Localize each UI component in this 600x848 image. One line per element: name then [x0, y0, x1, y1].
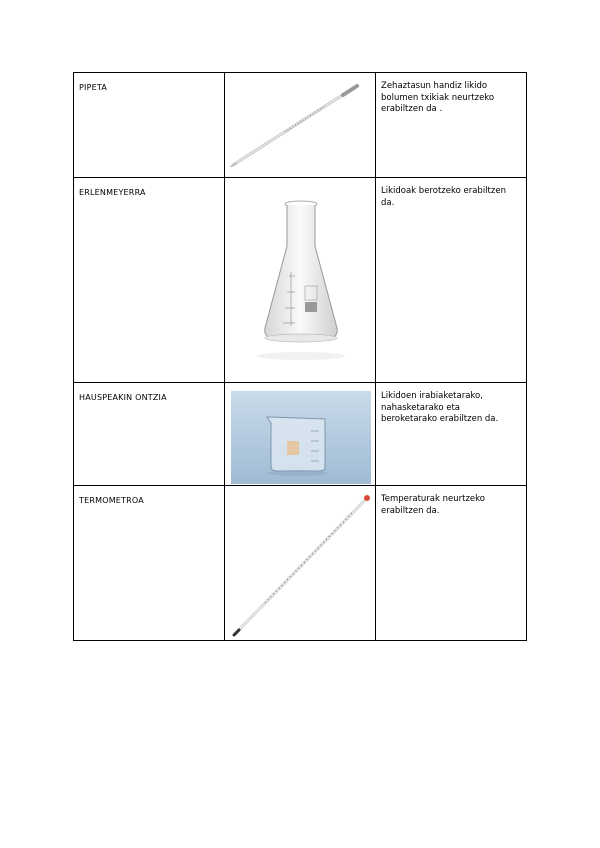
beaker-icon: [225, 383, 375, 485]
equipment-description-cell: [376, 178, 527, 383]
equipment-name-cell: [74, 178, 225, 383]
thermometer-icon: [225, 486, 375, 640]
equipment-description-cell: [376, 383, 527, 486]
equipment-image-cell: [225, 486, 376, 641]
erlenmeyer-flask-icon: [225, 178, 375, 382]
equipment-description-cell: [376, 486, 527, 641]
equipment-name: TERMOMETROA: [79, 496, 144, 505]
table-row: [74, 178, 527, 383]
equipment-name-cell: [74, 486, 225, 641]
pipette-icon: [225, 73, 375, 177]
equipment-name: ERLENMEYERRA: [79, 188, 146, 197]
table-row: [74, 383, 527, 486]
equipment-name-cell: [74, 73, 225, 178]
equipment-name: PIPETA: [79, 83, 108, 92]
equipment-image-cell: [225, 178, 376, 383]
equipment-image-cell: [225, 383, 376, 486]
equipment-description: Temperaturak neurtzeko erabiltzen da.: [381, 494, 485, 516]
equipment-image-cell: [225, 73, 376, 178]
equipment-description-cell: [376, 73, 527, 178]
equipment-description: Likidoen irabiaketarako, nahasketarako eta beroketarako erabiltzen da.: [381, 391, 499, 424]
equipment-description: Zehaztasun handiz likido bolumen txikiak neurtzeko erabiltzen da .: [381, 81, 495, 114]
table-row: [74, 73, 527, 178]
equipment-description: Likidoak berotzeko erabiltzen da.: [381, 186, 506, 208]
equipment-name-cell: [74, 383, 225, 486]
equipment-name: HAUSPEAKIN ONTZIA: [79, 393, 167, 402]
equipment-table: [73, 72, 527, 641]
table-row: [74, 486, 527, 641]
